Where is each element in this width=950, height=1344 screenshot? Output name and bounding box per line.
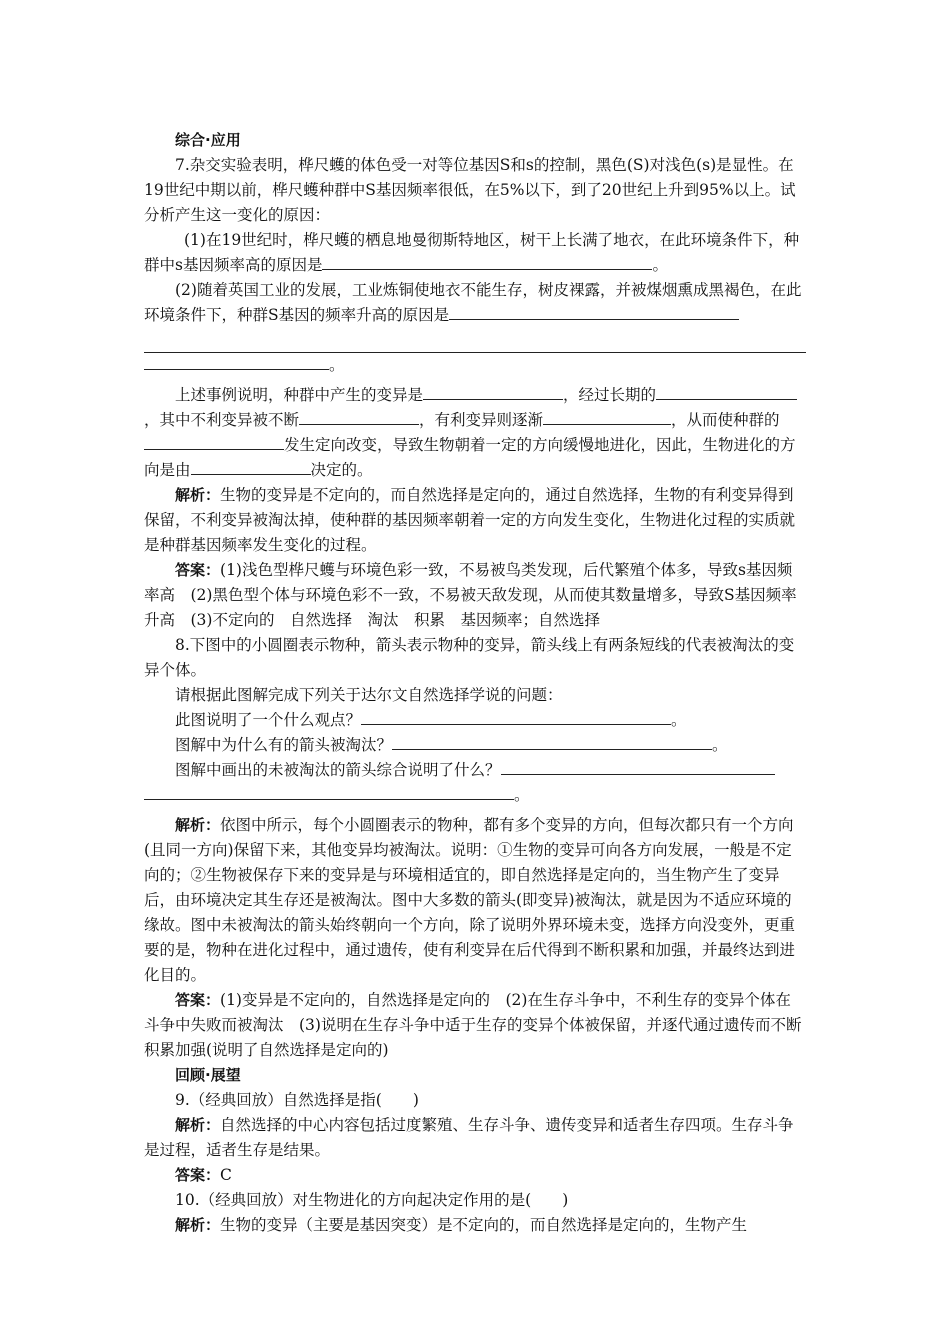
answer-blank[interactable] <box>322 253 652 270</box>
answer-blank-line[interactable] <box>144 328 806 353</box>
q7-analysis <box>144 483 806 558</box>
answer-blank[interactable] <box>392 733 712 750</box>
q8-analysis <box>144 813 806 988</box>
period: 。 <box>514 786 530 804</box>
answer-blank[interactable] <box>423 383 563 400</box>
q8-instruction: 请根据此图解完成下列关于达尔文自然选择学说的问题： <box>175 686 563 704</box>
q7-part1 <box>144 228 806 278</box>
analysis-label: 解析： <box>175 486 221 504</box>
q7-part2 <box>144 278 806 328</box>
q8-answer-text: (1)变异是不定向的，自然选择是定向的 (2)在生存斗争中，不利生存的变异个体在斗争中失败而被淘汰 (3)说明在生存斗争中适于生存的变异个体被保留，并逐代通过遗传而不断积累加强(说明了自然选择是定向的) <box>144 991 802 1059</box>
q7-part2-text: (2)随着英国工业的发展，工业炼铜使地衣不能生存，树皮裸露，并被煤烟熏成黑褐色，在此环境条件下，种群S基因的频率升高的原因是 <box>144 281 802 324</box>
q7-part3-text-b: ，经过长期的 <box>563 386 657 404</box>
document-content <box>144 128 806 1238</box>
q7-part3-text-e: ，从而使种群的 <box>671 411 780 429</box>
q7-stem: 7.杂交实验表明，桦尺蠖的体色受一对等位基因S和s的控制，黑色(S)对浅色(s)是显性。在19世纪中期以前，桦尺蠖种群中S基因频率很低，在5%以下，到了20世纪上升到95%以上。试分析产生这一变化的原因： <box>144 156 796 224</box>
q10-analysis-text: 生物的变异（主要是基因突变）是不定向的，而自然选择是定向的，生物产生 <box>220 1216 748 1234</box>
answer-blank[interactable] <box>361 708 671 725</box>
analysis-label: 解析： <box>175 1116 221 1134</box>
q7-part2-end <box>144 353 806 378</box>
q9-stem: 9.（经典回放）自然选择是指( ) <box>175 1091 419 1109</box>
q7-answer-text: (1)浅色型桦尺蠖与环境色彩一致，不易被鸟类发现，后代繁殖个体多，导致s基因频率高 (2)黑色型个体与环境色彩不一致，不易被天敌发现，从而使其数量增多，导致S基因频率升高 (3)不定向的 自然选择 淘汰 积累 基因频率；自然选择 <box>144 561 797 629</box>
q8-q2-text: 图解中为什么有的箭头被淘汰？ <box>175 736 393 754</box>
q7-part3-text-d: ，有利变异则逐渐 <box>419 411 544 429</box>
answer-blank[interactable] <box>449 303 739 320</box>
q8-question-2 <box>144 733 806 758</box>
q8-answer <box>144 988 806 1063</box>
q7-part3 <box>144 383 806 483</box>
q8-question-3 <box>144 758 806 783</box>
period: 。 <box>329 356 345 374</box>
q9-answer <box>144 1163 806 1188</box>
section-heading-review: 回顾·展望 <box>175 1066 241 1084</box>
q7-part1-text: (1)在19世纪时，桦尺蠖的栖息地曼彻斯特地区，树干上长满了地衣，在此环境条件下，种群中s基因频率高的原因是 <box>144 231 800 274</box>
answer-label: 答案： <box>175 1166 221 1184</box>
q8-q1-text: 此图说明了一个什么观点？ <box>175 711 362 729</box>
q7-analysis-text: 生物的变异是不定向的，而自然选择是定向的，通过自然选择，生物的有利变异得到保留，不利变异被淘汰掉，使种群的基因频率朝着一定的方向发生变化，生物进化过程的实质就是种群基因频率发生变化的过程。 <box>144 486 796 554</box>
q7-part3-text-g: 决定的。 <box>310 461 373 479</box>
q9-analysis <box>144 1113 806 1163</box>
q7-part3-text-a: 上述事例说明，种群中产生的变异是 <box>175 386 424 404</box>
period: 。 <box>712 736 728 754</box>
answer-blank[interactable] <box>144 783 514 800</box>
q10-stem: 10.（经典回放）对生物进化的方向起决定作用的是( ) <box>175 1191 569 1209</box>
answer-blank[interactable] <box>299 408 419 425</box>
q8-q3-text: 图解中画出的未被淘汰的箭头综合说明了什么？ <box>175 761 501 779</box>
analysis-label: 解析： <box>175 1216 221 1234</box>
q8-analysis-text: 依图中所示，每个小圆圈表示的物种，都有多个变异的方向，但每次都只有一个方向(且同一方向)保留下来，其他变异均被淘汰。说明：①生物的变异可向各方向发展，一般是不定向的；②生物被保存下来的变异是与环境相适宜的，即自然选择是定向的，当生物产生了变异后，由环境决定其生存还是被淘汰。图中大多数的箭头(即变异)被淘汰，就是因为不适应环境的缘故。图中未被淘汰的箭头始终朝向一个方向，除了说明外界环境未变，选择方向没变外，更重要的是，物种在进化过程中，通过遗传，使有利变异在后代得到不断积累和加强，并最终达到进化目的。 <box>144 816 796 984</box>
section-heading-synthesis: 综合·应用 <box>175 131 241 149</box>
q9-answer-text: C <box>220 1166 232 1184</box>
q7-part3-text-c: ，其中不利变异被不断 <box>144 411 300 429</box>
answer-blank[interactable] <box>144 353 329 370</box>
analysis-label: 解析： <box>175 816 221 834</box>
q7-part3-text-f: 发生定向改变，导致生物朝着一定的方向缓慢地进化，因此，生物进化的方向是由 <box>144 436 796 479</box>
q9-analysis-text: 自然选择的中心内容包括过度繁殖、生存斗争、遗传变异和适者生存四项。生存斗争是过程，适者生存是结果。 <box>144 1116 794 1159</box>
period: 。 <box>652 256 668 274</box>
answer-blank[interactable] <box>191 458 311 475</box>
period: 。 <box>671 711 687 729</box>
q8-question-3-end <box>144 783 806 808</box>
answer-blank[interactable] <box>656 383 771 400</box>
answer-label: 答案： <box>175 991 221 1009</box>
q10-analysis <box>144 1213 806 1238</box>
q8-question-1 <box>144 708 806 733</box>
answer-blank[interactable] <box>543 408 671 425</box>
answer-blank[interactable] <box>144 433 284 450</box>
answer-blank[interactable] <box>771 383 797 400</box>
q7-answer <box>144 558 806 633</box>
answer-label: 答案： <box>175 561 221 579</box>
q8-stem: 8.下图中的小圆圈表示物种，箭头表示物种的变异，箭头线上有两条短线的代表被淘汰的变异个体。 <box>144 636 795 679</box>
answer-blank[interactable] <box>501 758 775 775</box>
